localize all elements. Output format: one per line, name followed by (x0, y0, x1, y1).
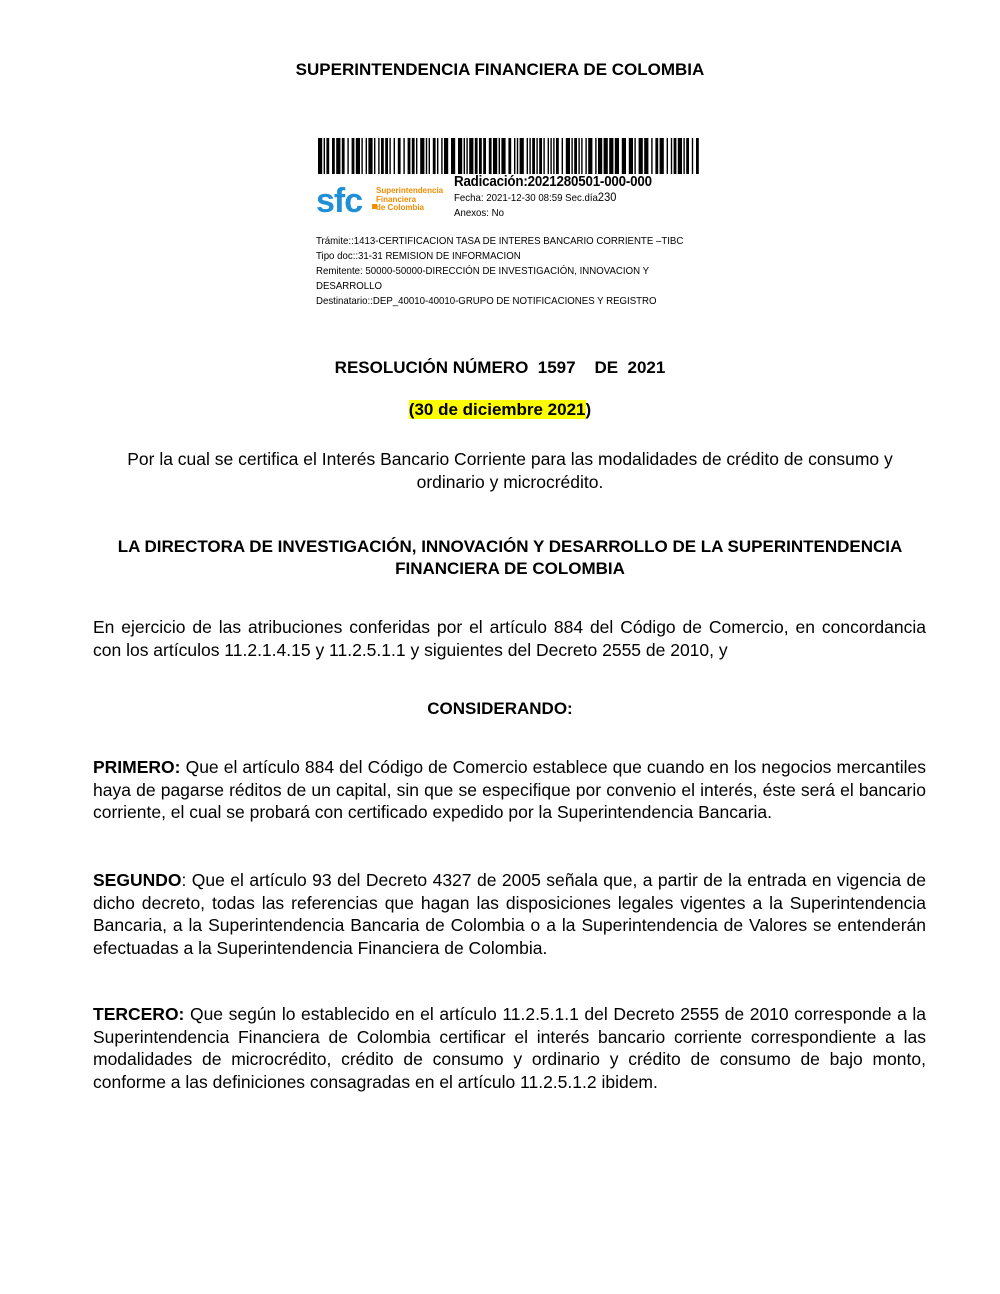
barcode-bar (629, 138, 633, 174)
barcode-bar (493, 138, 497, 174)
considerando-segundo (93, 869, 926, 959)
considerando-text: : Que el artículo 93 del Decreto 4327 de 2005 señala que, a partir de la entrada en vigencia de dicho decreto, todas las referencias que hagan las disposiciones legales vigentes a la Superintendencia Bancaria, a la Superintendencia Bancaria de Colombia o a la Superintendencia de Valores se entenderán efectuadas a la Superintendencia Financiera de Colombia. (93, 870, 926, 958)
barcode (318, 138, 702, 174)
barcode-bar (574, 138, 577, 174)
barcode-bar (520, 138, 524, 174)
barcode-bar (585, 138, 586, 174)
considerando-heading: CONSIDERANDO: (427, 699, 573, 718)
barcode-bar (326, 138, 329, 174)
destinatario-line: Destinatario::DEP_40010-40010-GRUPO DE NOTIFICACIONES Y REGISTRO (316, 295, 657, 307)
barcode-bar (562, 138, 563, 174)
sfc-logo (316, 184, 442, 225)
radicacion-stamp (316, 138, 706, 309)
barcode-bar (437, 138, 438, 174)
barcode-bar (398, 138, 401, 174)
barcode-bar (588, 138, 592, 174)
barcode-bar (571, 138, 572, 174)
resolution-purpose: Por la cual se certifica el Interés Bancario Corriente para las modalidades de crédito de consumo y ordinario y microcrédito. (127, 449, 893, 492)
barcode-bar (532, 138, 535, 174)
svg-text:sfc: sfc (316, 184, 363, 220)
radicacion-number: Radicación:2021280501-000-000 (454, 174, 652, 190)
considerando-label: TERCERO: (93, 1004, 185, 1024)
barcode-bar (660, 138, 664, 174)
fecha-text: Fecha: 2021-12-30 08:59 Sec.día (454, 192, 598, 204)
barcode-bar (385, 138, 388, 174)
barcode-bar (368, 138, 372, 174)
barcode-bar (508, 138, 511, 174)
barcode-bar (469, 138, 473, 174)
barcode-bar (609, 138, 613, 174)
barcode-bar (634, 138, 635, 174)
considerando-primero (93, 756, 926, 824)
barcode-bar (553, 138, 554, 174)
barcode-bar (464, 138, 465, 174)
barcode-bar (556, 138, 559, 174)
barcode-bar (374, 138, 375, 174)
barcode-bar (683, 138, 684, 174)
tramite-line: Trámite::1413-CERTIFICACION TASA DE INTERES BANCARIO CORRIENTE –TIBC (316, 235, 684, 247)
barcode-bar (615, 138, 619, 174)
barcode-bar (674, 138, 677, 174)
barcode-bar (517, 138, 518, 174)
barcode-bar (466, 138, 467, 174)
barcode-bar (543, 138, 544, 174)
barcode-bar (655, 138, 658, 174)
logo-name-line3: de Colombia (376, 203, 425, 212)
barcode-bar (336, 138, 340, 174)
considerando-text: Que según lo establecido en el artículo 11.2.5.1.1 del Decreto 2555 de 2010 corresponde a la Superintendencia Financiera de Colombia certificar el interés bancario corriente correspondiente a las modalidades de microcrédito, crédito de consumo y ordinario y crédito de consumo de bajo monto, conforme a las definiciones consagradas en el artículo 11.2.5.1.2 ibidem. (93, 1004, 926, 1092)
barcode-bar (489, 138, 492, 174)
sec-dia: 230 (597, 190, 617, 204)
directora-heading: LA DIRECTORA DE INVESTIGACIÓN, INNOVACIÓN Y DESARROLLO DE LA SUPERINTENDENCIA FINANCIERA DE COLOMBIA (117, 537, 903, 578)
barcode-bar (356, 138, 360, 174)
barcode-bar (451, 138, 455, 174)
barcode-bar (529, 138, 530, 174)
barcode-bar (429, 138, 430, 174)
intro-paragraph: En ejercicio de las atribuciones conferidas por el artículo 884 del Código de Comercio, en concordancia con los artículos 11.2.1.4.15 y 11.2.5.1.1 y siguientes del Decreto 2555 de 2010, y (93, 617, 926, 660)
barcode-bar (394, 138, 395, 174)
resolution-date-close: ) (585, 400, 592, 419)
barcode-bar (671, 138, 672, 174)
barcode-bar (347, 138, 348, 174)
document-header-title: SUPERINTENDENCIA FINANCIERA DE COLOMBIA (295, 60, 705, 79)
considerando-label: PRIMERO: (93, 757, 181, 777)
barcode-bar (433, 138, 436, 174)
remitente-line: Remitente: 50000-50000-DIRECCIÓN DE INVESTIGACIÓN, INNOVACION Y DESARROLLO (316, 265, 649, 292)
barcode-bar (548, 138, 549, 174)
resolution-title: RESOLUCIÓN NÚMERO 1597 DE 2021 (334, 358, 666, 377)
barcode-bar (639, 138, 643, 174)
barcode-bar (483, 138, 486, 174)
logo-name-line1: Superintendencia (376, 186, 444, 195)
barcode-bar (686, 138, 689, 174)
barcode-bar (536, 138, 537, 174)
considerando-text: Que el artículo 884 del Código de Comercio establece que cuando en los negocios mercantiles haya de pagarse réditos de un capital, sin que se especifique por convenio el interés, éste será el bancario corriente, el cual se probará con certificado expedido por la Superintendencia Bancaria. (93, 757, 926, 823)
barcode-bar (412, 138, 415, 174)
barcode-bar (578, 138, 579, 174)
barcode-bar (408, 138, 411, 174)
barcode-bar (581, 138, 582, 174)
barcode-bar (324, 138, 325, 174)
barcode-bar (604, 138, 608, 174)
barcode-bar (479, 138, 482, 174)
barcode-bar (566, 138, 570, 174)
barcode-bar (458, 138, 462, 174)
barcode-bar (318, 138, 322, 174)
tipo-doc-line: Tipo doc::31-31 REMISION DE INFORMACION (316, 250, 521, 262)
anexos-line: Anexos: No (454, 207, 504, 219)
barcode-bar (539, 138, 542, 174)
barcode-bar (444, 138, 448, 174)
barcode-bar (416, 138, 417, 174)
barcode-bar (426, 138, 427, 174)
barcode-bar (332, 138, 335, 174)
barcode-bar (678, 138, 682, 174)
barcode-bar (499, 138, 500, 174)
barcode-bar (366, 138, 367, 174)
barcode-bar (595, 138, 596, 174)
considerando-tercero (93, 1003, 926, 1093)
barcode-bar (696, 138, 699, 174)
considerando-label: SEGUNDO (93, 870, 182, 890)
stamp-metadata (316, 234, 702, 309)
barcode-bar (420, 138, 424, 174)
barcode-bar (441, 138, 442, 174)
barcode-bar (475, 138, 478, 174)
logo-name-line2: Financiera (376, 194, 417, 204)
barcode-bar (389, 138, 390, 174)
barcode-bar (692, 138, 693, 174)
barcode-bar (550, 138, 551, 174)
fecha-line (454, 190, 652, 206)
barcode-bar (403, 138, 404, 174)
barcode-bar (644, 138, 648, 174)
resolution-date (0, 400, 1000, 420)
barcode-bar (352, 138, 355, 174)
barcode-bar (527, 138, 528, 174)
barcode-bar (342, 138, 345, 174)
barcode-bar (361, 138, 362, 174)
barcode-bar (501, 138, 505, 174)
barcode-bar (651, 138, 652, 174)
barcode-bar (598, 138, 602, 174)
barcode-bar (622, 138, 626, 174)
barcode-bar (378, 138, 379, 174)
barcode-bar (667, 138, 668, 174)
barcode-bar (381, 138, 384, 174)
barcode-bar (514, 138, 515, 174)
resolution-date-highlighted: (30 de diciembre 2021 (408, 400, 586, 419)
